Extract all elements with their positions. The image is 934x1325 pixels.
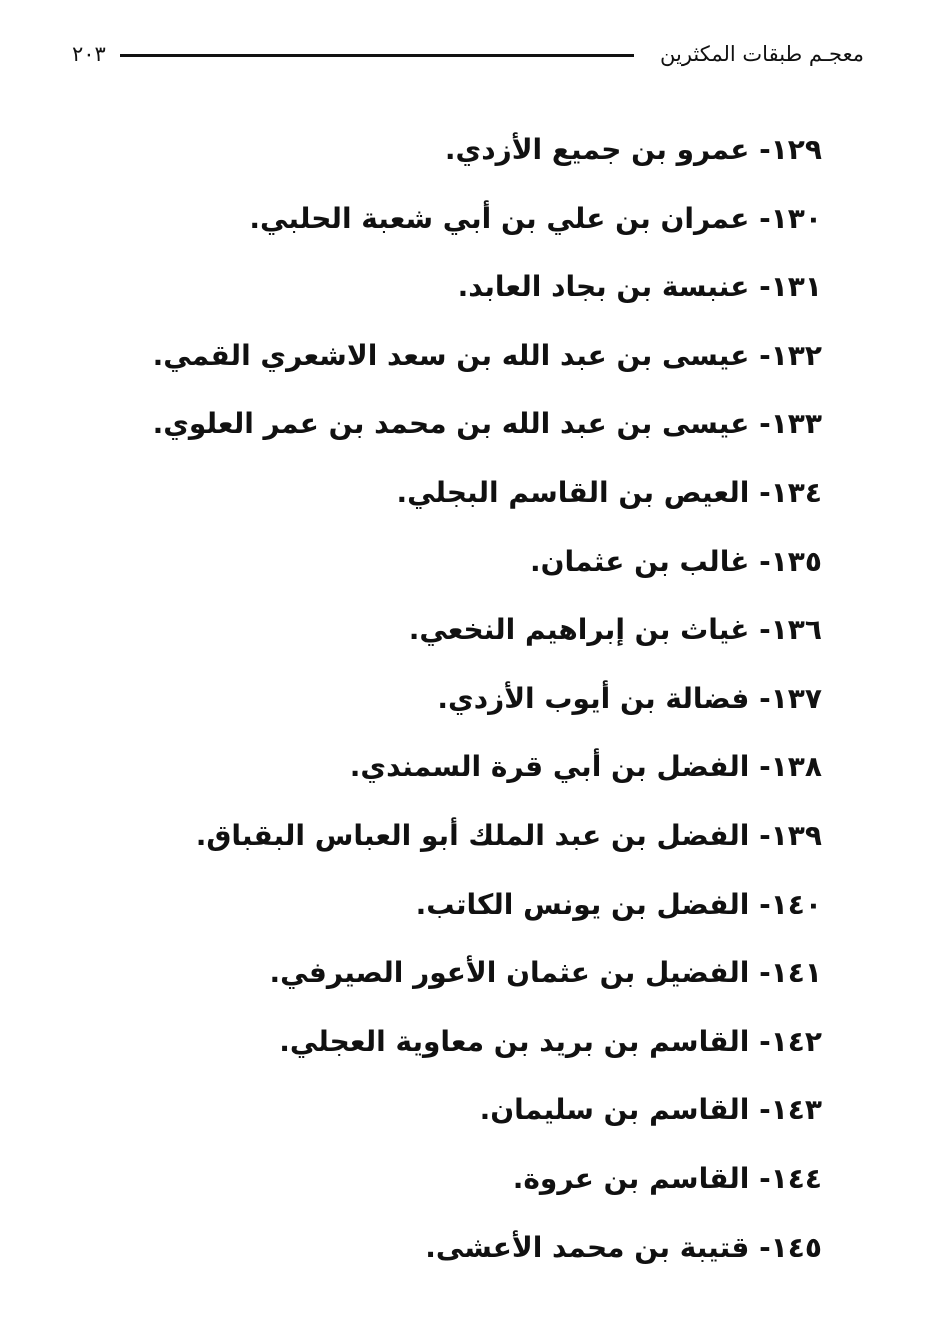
- entry-number: ١٤٤: [770, 1161, 822, 1195]
- entry-text: الفضل بن يونس الكاتب.: [415, 887, 750, 921]
- page-number: ٢٠٣: [72, 42, 106, 66]
- list-item: ١٤٥- قتيبة بن محمد الأعشى.: [182, 1226, 822, 1295]
- entry-text: عنبسة بن بجاد العابد.: [457, 270, 750, 304]
- list-item: ١٤١- الفضيل بن عثمان الأعور الصيرفي.: [182, 951, 822, 1020]
- entry-number: ١٣٢: [770, 338, 822, 372]
- list-item: ١٤٠- الفضل بن يونس الكاتب.: [182, 883, 822, 952]
- entry-number: ١٣٨: [770, 750, 822, 784]
- list-item: ١٤٤- القاسم بن عروة.: [182, 1157, 822, 1226]
- page-header: [62, 38, 872, 74]
- entry-text: الفضيل بن عثمان الأعور الصيرفي.: [269, 956, 750, 990]
- entry-list: [152, 128, 822, 1294]
- entry-text: عمران بن علي بن أبي شعبة الحلبي.: [249, 201, 750, 235]
- entry-number: ١٤١: [770, 956, 822, 990]
- list-item: ١٤٣- القاسم بن سليمان.: [182, 1088, 822, 1157]
- list-item: ١٣٠- عمران بن علي بن أبي شعبة الحلبي.: [182, 197, 822, 266]
- entry-number: ١٤٠: [770, 887, 822, 921]
- list-item: ١٣٣- عيسى بن عبد الله بن محمد بن عمر العلوي.: [182, 402, 822, 471]
- list-item: ١٣٢- عيسى بن عبد الله بن سعد الاشعري القمي.: [182, 334, 822, 403]
- entry-number: ١٤٣: [770, 1093, 822, 1127]
- list-item: ١٣٥- غالب بن عثمان.: [182, 540, 822, 609]
- entry-number: ١٤٥: [770, 1230, 822, 1264]
- entry-number: ١٣٩: [770, 818, 822, 852]
- entry-text: غياث بن إبراهيم النخعي.: [408, 613, 750, 647]
- list-item: ١٣٨- الفضل بن أبي قرة السمندي.: [182, 745, 822, 814]
- entry-number: ١٣٠: [770, 201, 822, 235]
- entry-number: ١٣٦: [770, 613, 822, 647]
- list-item: ١٢٩- عمرو بن جميع الأزدي.: [182, 128, 822, 197]
- entry-text: عيسى بن عبد الله بن سعد الاشعري القمي.: [152, 338, 750, 372]
- entry-text: فضالة بن أيوب الأزدي.: [437, 681, 750, 715]
- list-item: ١٣٦- غياث بن إبراهيم النخعي.: [182, 608, 822, 677]
- list-item: ١٣٧- فضالة بن أيوب الأزدي.: [182, 677, 822, 746]
- entry-number: ١٣٥: [770, 544, 822, 578]
- entry-text: قتيبة بن محمد الأعشى.: [425, 1230, 750, 1264]
- entry-number: ١٣٧: [770, 681, 822, 715]
- list-item: ١٣٤- العيص بن القاسم البجلي.: [182, 471, 822, 540]
- entry-number: ١٢٩: [770, 133, 822, 166]
- list-item: ١٣١- عنبسة بن بجاد العابد.: [182, 265, 822, 334]
- running-title: معجـم طبقات المكثرين: [660, 42, 864, 66]
- entry-text: العيص بن القاسم البجلي.: [396, 475, 750, 509]
- entry-number: ١٤٢: [770, 1024, 822, 1058]
- entry-number: ١٣٤: [770, 475, 822, 509]
- entry-text: الفضل بن عبد الملك أبو العباس البقباق.: [195, 818, 750, 852]
- entry-text: عيسى بن عبد الله بن محمد بن عمر العلوي.: [152, 407, 750, 441]
- list-item: ١٣٩- الفضل بن عبد الملك أبو العباس البقباق.: [182, 814, 822, 883]
- header-rule: [120, 54, 634, 57]
- entry-number: ١٣٣: [770, 407, 822, 441]
- entry-text: غالب بن عثمان.: [529, 544, 750, 578]
- list-item: ١٤٢- القاسم بن بريد بن معاوية العجلي.: [182, 1020, 822, 1089]
- entry-text: القاسم بن سليمان.: [479, 1093, 750, 1127]
- entry-text: الفضل بن أبي قرة السمندي.: [349, 750, 750, 784]
- entry-number: ١٣١: [770, 270, 822, 304]
- entry-text: القاسم بن عروة.: [512, 1161, 750, 1195]
- entry-text: عمرو بن جميع الأزدي.: [444, 133, 750, 166]
- entry-text: القاسم بن بريد بن معاوية العجلي.: [279, 1024, 750, 1058]
